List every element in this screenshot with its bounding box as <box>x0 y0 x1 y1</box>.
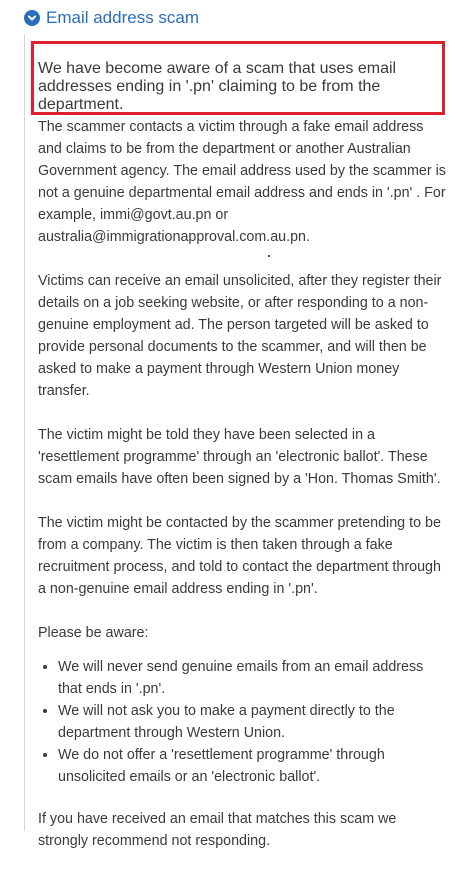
section-header[interactable] <box>24 8 199 28</box>
section-body <box>38 116 450 874</box>
paragraph: The victim might be contacted by the scammer pretending to be from a company. The victim is then taken through a fake recruitment process, and told to contact the department through a non-genuine email address ending in '.pn'. <box>38 512 450 600</box>
paragraph: Victims can receive an email unsolicited, after they register their details on a job seeking website, or after responding to a non-genuine employment ad. The person targeted will be asked to provide personal documents to the scammer, and will then be asked to make a payment through Western Union money transfer. <box>38 270 450 402</box>
section-title[interactable]: Email address scam <box>46 8 199 28</box>
section-divider <box>24 34 25 831</box>
list-item: • We will not ask you to make a payment directly to the department through Western Union. <box>58 700 450 744</box>
highlight-box <box>31 41 445 115</box>
bullet-list <box>38 656 450 788</box>
paragraph: The scammer contacts a victim through a fake email address and claims to be from the department or another Australian Government agency. The email address used by the scammer is not a genuine departmental email address and ends in '.pn' . For example, immi@govt.au.pn or australia@immigrationapproval.com.au.pn. <box>38 116 450 248</box>
list-item: • We will never send genuine emails from an email address that ends in '.pn'. <box>58 656 450 700</box>
chevron-down-circle-icon <box>24 10 40 26</box>
closing-paragraph: If you have received an email that matches this scam we strongly recommend not responding. <box>38 808 450 852</box>
paragraph: Please be aware: <box>38 622 450 644</box>
paragraph: The victim might be told they have been selected in a 'resettlement programme' through an 'electronic ballot'. These scam emails have often been signed by a 'Hon. Thomas Smith'. <box>38 424 450 490</box>
list-item: • We do not offer a 'resettlement programme' through unsolicited emails or an 'electronic ballot'. <box>58 744 450 788</box>
alert-text: We have become aware of a scam that uses email addresses ending in '.pn' claiming to be from the department. <box>38 60 440 114</box>
